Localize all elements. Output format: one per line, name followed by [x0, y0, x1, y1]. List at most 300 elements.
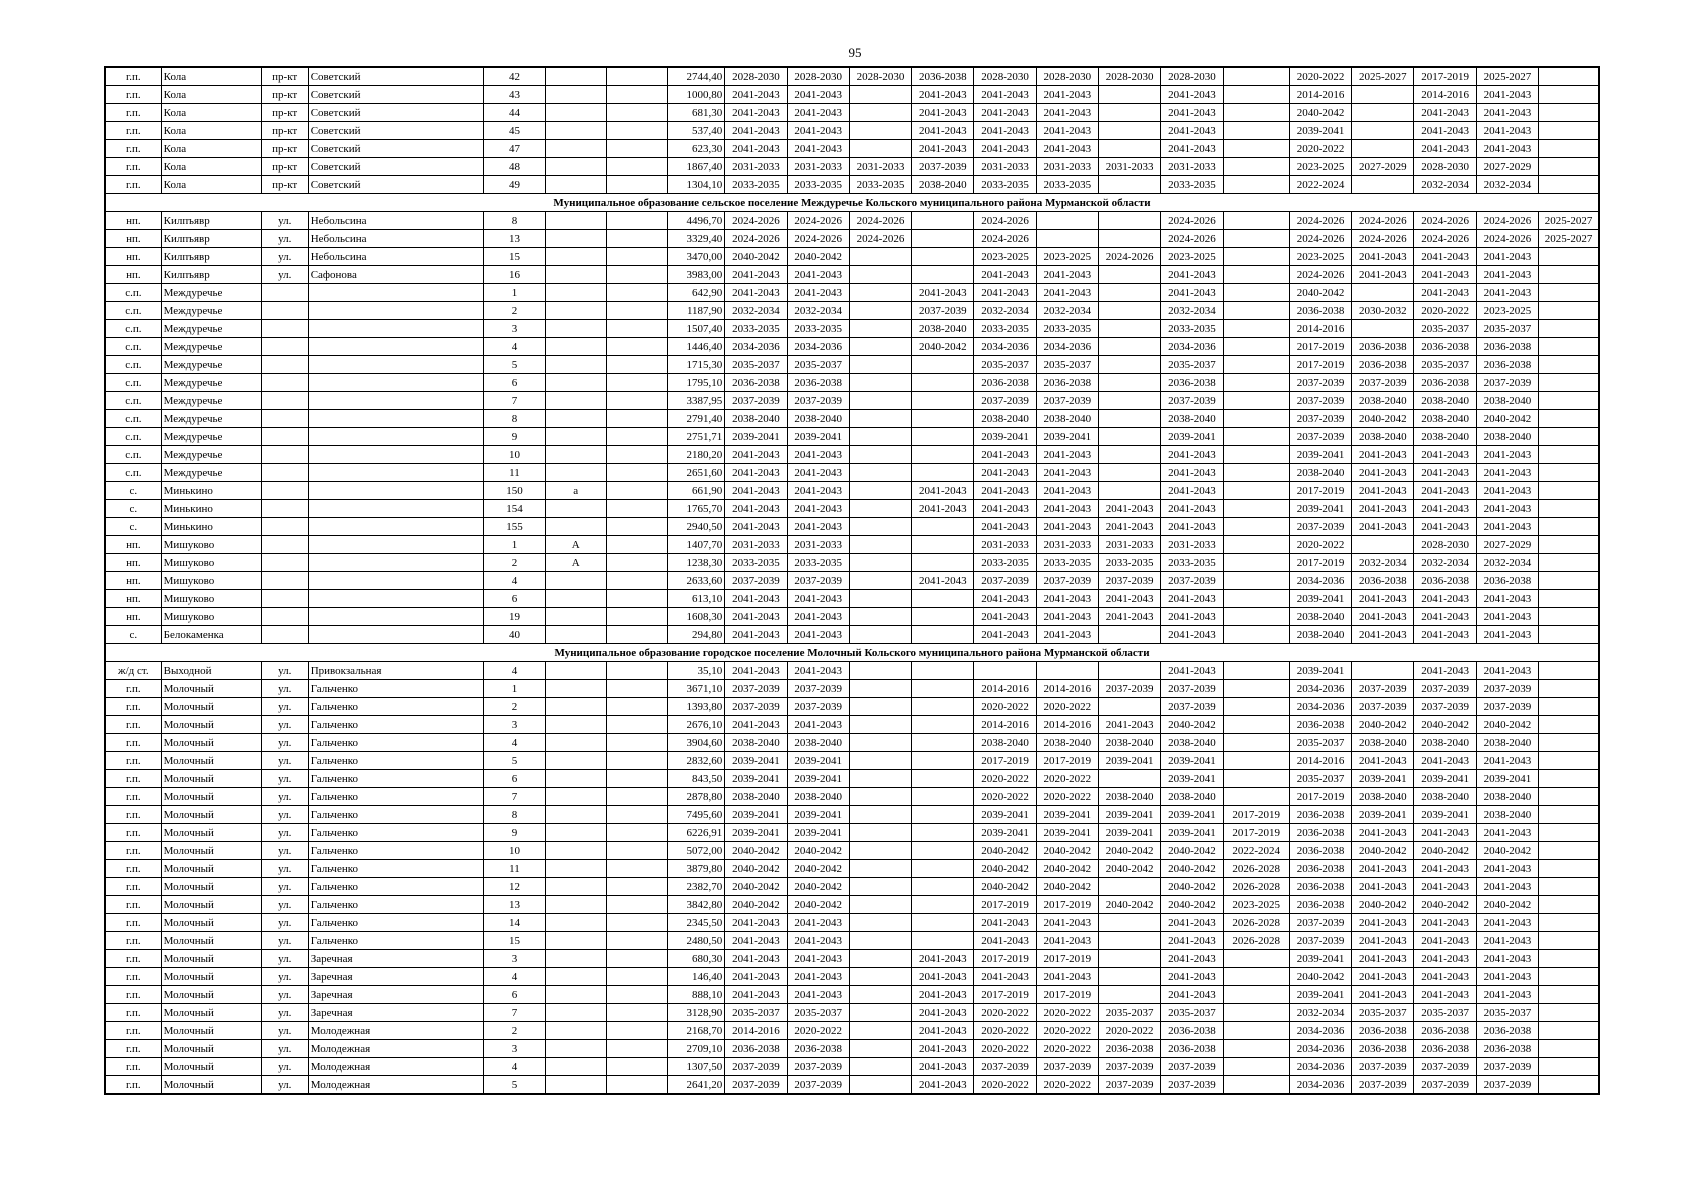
cell-y3: [849, 590, 911, 608]
cell-y13: 2036-2038: [1476, 572, 1538, 590]
cell-letter: [606, 266, 667, 284]
cell-y13: 2041-2043: [1476, 122, 1538, 140]
cell-type: г.п.: [105, 914, 161, 932]
cell-y10: 2034-2036: [1289, 1076, 1351, 1095]
cell-y11: [1352, 662, 1414, 680]
cell-y7: [1098, 374, 1160, 392]
cell-y1: 2041-2043: [725, 950, 787, 968]
cell-y7: [1098, 770, 1160, 788]
table-row: [105, 860, 1599, 878]
cell-street_type: ул.: [261, 1076, 308, 1095]
cell-house: 2: [484, 302, 545, 320]
cell-y2: 2041-2043: [787, 914, 849, 932]
cell-type: г.п.: [105, 176, 161, 194]
cell-y13: 2041-2043: [1476, 950, 1538, 968]
cell-y2: 2035-2037: [787, 356, 849, 374]
cell-y3: [849, 392, 911, 410]
cell-y11: 2024-2026: [1352, 230, 1414, 248]
cell-y10: 2024-2026: [1289, 230, 1351, 248]
cell-street: [308, 500, 484, 518]
cell-letter: [606, 140, 667, 158]
cell-y1: 2041-2043: [725, 968, 787, 986]
cell-y8: 2040-2042: [1161, 842, 1223, 860]
cell-y14: [1539, 266, 1599, 284]
cell-y14: [1539, 482, 1599, 500]
cell-y10: 2034-2036: [1289, 572, 1351, 590]
cell-y3: [849, 662, 911, 680]
cell-y13: 2041-2043: [1476, 518, 1538, 536]
cell-building: [545, 104, 606, 122]
cell-y8: 2041-2043: [1161, 968, 1223, 986]
cell-house: 6: [484, 770, 545, 788]
cell-house: 150: [484, 482, 545, 500]
table-row: [105, 230, 1599, 248]
cell-street_type: ул.: [261, 662, 308, 680]
cell-type: г.п.: [105, 104, 161, 122]
cell-y6: 2040-2042: [1036, 878, 1098, 896]
cell-y2: 2037-2039: [787, 572, 849, 590]
cell-type: с.п.: [105, 392, 161, 410]
cell-y4: [912, 464, 974, 482]
cell-y6: 2033-2035: [1036, 176, 1098, 194]
cell-area: 888,10: [668, 986, 725, 1004]
cell-y1: 2028-2030: [725, 67, 787, 86]
cell-building: [545, 428, 606, 446]
cell-y3: 2033-2035: [849, 176, 911, 194]
cell-y7: 2037-2039: [1098, 1058, 1160, 1076]
cell-y3: [849, 374, 911, 392]
cell-y3: [849, 806, 911, 824]
cell-y14: [1539, 518, 1599, 536]
cell-y11: 2038-2040: [1352, 392, 1414, 410]
cell-street: [308, 428, 484, 446]
cell-y7: [1098, 176, 1160, 194]
cell-settlement: Кола: [161, 140, 261, 158]
cell-y8: 2037-2039: [1161, 698, 1223, 716]
cell-y9: [1223, 554, 1289, 572]
cell-street_type: [261, 446, 308, 464]
cell-street: Гальченко: [308, 770, 484, 788]
cell-y14: 2025-2027: [1539, 230, 1599, 248]
cell-y14: [1539, 572, 1599, 590]
cell-letter: [606, 842, 667, 860]
cell-y14: [1539, 734, 1599, 752]
cell-y13: 2035-2037: [1476, 320, 1538, 338]
cell-y9: [1223, 302, 1289, 320]
cell-street: [308, 608, 484, 626]
cell-y9: [1223, 374, 1289, 392]
cell-building: [545, 1004, 606, 1022]
cell-house: 4: [484, 968, 545, 986]
cell-type: с.п.: [105, 446, 161, 464]
cell-building: [545, 770, 606, 788]
cell-y7: 2039-2041: [1098, 824, 1160, 842]
cell-y12: 2041-2043: [1414, 626, 1476, 644]
cell-building: [545, 374, 606, 392]
section-title: Муниципальное образование городское поселение Молочный Кольского муниципального района Мурманской области: [105, 644, 1599, 662]
cell-y1: 2037-2039: [725, 572, 787, 590]
cell-street_type: ул.: [261, 770, 308, 788]
cell-y4: [912, 536, 974, 554]
cell-y2: 2036-2038: [787, 1040, 849, 1058]
cell-street: Заречная: [308, 1004, 484, 1022]
cell-y12: 2041-2043: [1414, 914, 1476, 932]
cell-letter: [606, 518, 667, 536]
cell-street: [308, 392, 484, 410]
cell-letter: [606, 338, 667, 356]
cell-y2: 2032-2034: [787, 302, 849, 320]
cell-y7: [1098, 86, 1160, 104]
cell-y5: 2017-2019: [974, 950, 1036, 968]
cell-y9: [1223, 500, 1289, 518]
table-row: [105, 716, 1599, 734]
cell-y5: 2041-2043: [974, 104, 1036, 122]
cell-area: 146,40: [668, 968, 725, 986]
cell-y5: 2039-2041: [974, 824, 1036, 842]
cell-y9: [1223, 608, 1289, 626]
cell-y9: [1223, 1076, 1289, 1095]
cell-y12: 2041-2043: [1414, 878, 1476, 896]
cell-y4: 2041-2043: [912, 950, 974, 968]
cell-y10: 2017-2019: [1289, 356, 1351, 374]
cell-street: [308, 320, 484, 338]
cell-area: 613,10: [668, 590, 725, 608]
cell-building: [545, 662, 606, 680]
cell-settlement: Минькино: [161, 518, 261, 536]
cell-y6: 2020-2022: [1036, 1004, 1098, 1022]
cell-house: 5: [484, 1076, 545, 1095]
cell-y2: 2041-2043: [787, 122, 849, 140]
cell-y3: [849, 770, 911, 788]
cell-y12: 2041-2043: [1414, 752, 1476, 770]
cell-y5: 2041-2043: [974, 482, 1036, 500]
cell-y13: 2036-2038: [1476, 1022, 1538, 1040]
cell-y5: 2041-2043: [974, 500, 1036, 518]
cell-y6: 2028-2030: [1036, 67, 1098, 86]
cell-y9: [1223, 698, 1289, 716]
cell-y7: [1098, 104, 1160, 122]
cell-type: с.п.: [105, 374, 161, 392]
cell-y4: [912, 392, 974, 410]
cell-y11: 2041-2043: [1352, 752, 1414, 770]
cell-y10: 2014-2016: [1289, 752, 1351, 770]
cell-y11: 2036-2038: [1352, 1040, 1414, 1058]
cell-y7: [1098, 356, 1160, 374]
cell-type: нп.: [105, 590, 161, 608]
cell-area: 294,80: [668, 626, 725, 644]
cell-y13: 2041-2043: [1476, 662, 1538, 680]
cell-building: [545, 86, 606, 104]
cell-y14: [1539, 410, 1599, 428]
cell-y13: 2039-2041: [1476, 770, 1538, 788]
cell-street_type: [261, 536, 308, 554]
cell-y12: 2020-2022: [1414, 302, 1476, 320]
cell-y4: [912, 428, 974, 446]
cell-y3: [849, 878, 911, 896]
cell-y13: 2038-2040: [1476, 788, 1538, 806]
cell-letter: [606, 320, 667, 338]
cell-y8: 2041-2043: [1161, 986, 1223, 1004]
cell-letter: [606, 230, 667, 248]
cell-y10: 2036-2038: [1289, 878, 1351, 896]
cell-building: [545, 698, 606, 716]
cell-y13: 2037-2039: [1476, 1058, 1538, 1076]
cell-y2: 2041-2043: [787, 140, 849, 158]
cell-street_type: ул.: [261, 824, 308, 842]
cell-y8: 2039-2041: [1161, 824, 1223, 842]
cell-y9: [1223, 680, 1289, 698]
cell-building: [545, 1076, 606, 1095]
cell-y7: [1098, 626, 1160, 644]
cell-y4: [912, 932, 974, 950]
cell-y6: 2031-2033: [1036, 158, 1098, 176]
cell-area: 2676,10: [668, 716, 725, 734]
cell-y2: 2031-2033: [787, 536, 849, 554]
cell-y5: 2033-2035: [974, 320, 1036, 338]
table-row: [105, 572, 1599, 590]
cell-y10: 2035-2037: [1289, 734, 1351, 752]
cell-street_type: ул.: [261, 680, 308, 698]
cell-street_type: [261, 410, 308, 428]
cell-y1: 2040-2042: [725, 842, 787, 860]
cell-house: 16: [484, 266, 545, 284]
cell-y11: 2036-2038: [1352, 338, 1414, 356]
cell-y4: [912, 212, 974, 230]
cell-y7: [1098, 320, 1160, 338]
cell-y12: 2039-2041: [1414, 806, 1476, 824]
cell-y14: [1539, 860, 1599, 878]
cell-y7: 2041-2043: [1098, 608, 1160, 626]
cell-area: 2480,50: [668, 932, 725, 950]
cell-type: с.п.: [105, 356, 161, 374]
cell-y5: 2041-2043: [974, 932, 1036, 950]
cell-y7: 2031-2033: [1098, 158, 1160, 176]
cell-street_type: ул.: [261, 968, 308, 986]
table-row: [105, 356, 1599, 374]
cell-house: 155: [484, 518, 545, 536]
table-row: [105, 176, 1599, 194]
cell-building: А: [545, 554, 606, 572]
cell-y4: [912, 608, 974, 626]
cell-y3: [849, 572, 911, 590]
cell-area: 2168,70: [668, 1022, 725, 1040]
cell-type: нп.: [105, 266, 161, 284]
cell-y12: 2037-2039: [1414, 1058, 1476, 1076]
cell-settlement: Молочный: [161, 770, 261, 788]
cell-y1: 2037-2039: [725, 1058, 787, 1076]
cell-y5: 2039-2041: [974, 806, 1036, 824]
cell-building: а: [545, 482, 606, 500]
cell-y2: 2039-2041: [787, 428, 849, 446]
cell-y12: 2036-2038: [1414, 338, 1476, 356]
cell-area: 1715,30: [668, 356, 725, 374]
cell-y2: 2033-2035: [787, 320, 849, 338]
cell-letter: [606, 680, 667, 698]
cell-settlement: Молочный: [161, 1022, 261, 1040]
cell-y4: [912, 788, 974, 806]
cell-y1: 2040-2042: [725, 896, 787, 914]
cell-y5: 2020-2022: [974, 1022, 1036, 1040]
cell-y9: [1223, 536, 1289, 554]
cell-y2: 2039-2041: [787, 752, 849, 770]
cell-street: [308, 302, 484, 320]
cell-street_type: ул.: [261, 266, 308, 284]
cell-y11: 2037-2039: [1352, 698, 1414, 716]
cell-y11: 2024-2026: [1352, 212, 1414, 230]
cell-street_type: пр-кт: [261, 176, 308, 194]
cell-y13: 2035-2037: [1476, 1004, 1538, 1022]
cell-y10: 2038-2040: [1289, 464, 1351, 482]
cell-y12: 2041-2043: [1414, 104, 1476, 122]
table-row: [105, 122, 1599, 140]
cell-y9: [1223, 770, 1289, 788]
cell-settlement: Кола: [161, 67, 261, 86]
cell-y10: 2040-2042: [1289, 284, 1351, 302]
cell-y14: [1539, 176, 1599, 194]
cell-y8: 2037-2039: [1161, 1058, 1223, 1076]
cell-settlement: Молочный: [161, 752, 261, 770]
cell-y8: 2034-2036: [1161, 338, 1223, 356]
cell-area: 1238,30: [668, 554, 725, 572]
cell-house: 1: [484, 680, 545, 698]
cell-area: 2180,20: [668, 446, 725, 464]
cell-settlement: Молочный: [161, 842, 261, 860]
cell-y7: [1098, 950, 1160, 968]
cell-y6: 2041-2043: [1036, 968, 1098, 986]
cell-street_type: ул.: [261, 986, 308, 1004]
cell-y10: 2037-2039: [1289, 518, 1351, 536]
cell-house: 8: [484, 410, 545, 428]
cell-y4: [912, 626, 974, 644]
cell-y3: [849, 500, 911, 518]
cell-settlement: Килпъявр: [161, 230, 261, 248]
cell-y4: [912, 752, 974, 770]
cell-settlement: Молочный: [161, 914, 261, 932]
cell-y4: 2041-2043: [912, 122, 974, 140]
cell-y4: [912, 878, 974, 896]
cell-street: [308, 410, 484, 428]
cell-y2: 2037-2039: [787, 698, 849, 716]
cell-y11: [1352, 86, 1414, 104]
cell-type: г.п.: [105, 968, 161, 986]
cell-y1: 2041-2043: [725, 608, 787, 626]
cell-y7: [1098, 338, 1160, 356]
cell-y13: 2040-2042: [1476, 716, 1538, 734]
cell-y1: 2039-2041: [725, 770, 787, 788]
cell-y9: 2017-2019: [1223, 806, 1289, 824]
cell-y8: 2040-2042: [1161, 878, 1223, 896]
cell-y7: 2028-2030: [1098, 67, 1160, 86]
cell-area: 3470,00: [668, 248, 725, 266]
cell-y12: 2035-2037: [1414, 320, 1476, 338]
cell-street_type: ул.: [261, 788, 308, 806]
table-row: [105, 878, 1599, 896]
cell-y13: 2041-2043: [1476, 86, 1538, 104]
cell-street_type: [261, 482, 308, 500]
cell-building: [545, 734, 606, 752]
cell-y13: 2041-2043: [1476, 914, 1538, 932]
cell-y9: [1223, 590, 1289, 608]
cell-y3: [849, 122, 911, 140]
cell-y5: 2041-2043: [974, 86, 1036, 104]
cell-y10: 2037-2039: [1289, 932, 1351, 950]
cell-y10: 2014-2016: [1289, 86, 1351, 104]
cell-y9: [1223, 356, 1289, 374]
cell-y12: 2041-2043: [1414, 464, 1476, 482]
cell-y8: 2039-2041: [1161, 428, 1223, 446]
cell-type: г.п.: [105, 752, 161, 770]
cell-y8: 2041-2043: [1161, 914, 1223, 932]
cell-y14: [1539, 680, 1599, 698]
cell-street_type: [261, 320, 308, 338]
cell-building: [545, 986, 606, 1004]
cell-y14: [1539, 428, 1599, 446]
cell-y12: 2041-2043: [1414, 140, 1476, 158]
cell-y14: [1539, 968, 1599, 986]
cell-settlement: Выходной: [161, 662, 261, 680]
cell-letter: [606, 374, 667, 392]
cell-type: с.п.: [105, 302, 161, 320]
cell-y14: [1539, 878, 1599, 896]
cell-y9: 2026-2028: [1223, 914, 1289, 932]
cell-house: 44: [484, 104, 545, 122]
cell-y7: 2037-2039: [1098, 1076, 1160, 1095]
cell-y1: 2041-2043: [725, 590, 787, 608]
cell-street: [308, 356, 484, 374]
cell-y12: 2041-2043: [1414, 482, 1476, 500]
cell-y11: 2025-2027: [1352, 67, 1414, 86]
cell-letter: [606, 950, 667, 968]
table-row: [105, 266, 1599, 284]
cell-y6: 2032-2034: [1036, 302, 1098, 320]
cell-y14: [1539, 896, 1599, 914]
cell-settlement: Килпъявр: [161, 212, 261, 230]
cell-y3: [849, 1004, 911, 1022]
cell-building: [545, 1058, 606, 1076]
cell-y7: 2041-2043: [1098, 590, 1160, 608]
cell-y13: 2037-2039: [1476, 1076, 1538, 1095]
cell-house: 8: [484, 212, 545, 230]
cell-y3: [849, 248, 911, 266]
cell-y8: 2041-2043: [1161, 590, 1223, 608]
cell-y13: 2041-2043: [1476, 500, 1538, 518]
cell-y5: 2020-2022: [974, 770, 1036, 788]
cell-type: с.: [105, 482, 161, 500]
cell-y8: 2041-2043: [1161, 284, 1223, 302]
cell-y5: 2020-2022: [974, 788, 1036, 806]
cell-y10: 2023-2025: [1289, 248, 1351, 266]
cell-settlement: Минькино: [161, 482, 261, 500]
cell-house: 5: [484, 356, 545, 374]
table-row: [105, 932, 1599, 950]
cell-type: с.п.: [105, 428, 161, 446]
cell-y1: 2024-2026: [725, 212, 787, 230]
cell-type: ж/д ст.: [105, 662, 161, 680]
cell-y2: 2040-2042: [787, 860, 849, 878]
cell-y8: 2040-2042: [1161, 860, 1223, 878]
cell-y12: 2041-2043: [1414, 932, 1476, 950]
cell-y9: [1223, 122, 1289, 140]
cell-y11: 2041-2043: [1352, 950, 1414, 968]
cell-y11: [1352, 104, 1414, 122]
cell-street_type: пр-кт: [261, 86, 308, 104]
table-row: [105, 1040, 1599, 1058]
cell-y2: 2038-2040: [787, 410, 849, 428]
cell-y10: 2039-2041: [1289, 500, 1351, 518]
cell-y7: 2039-2041: [1098, 806, 1160, 824]
cell-y13: 2041-2043: [1476, 446, 1538, 464]
cell-y10: 2038-2040: [1289, 608, 1351, 626]
